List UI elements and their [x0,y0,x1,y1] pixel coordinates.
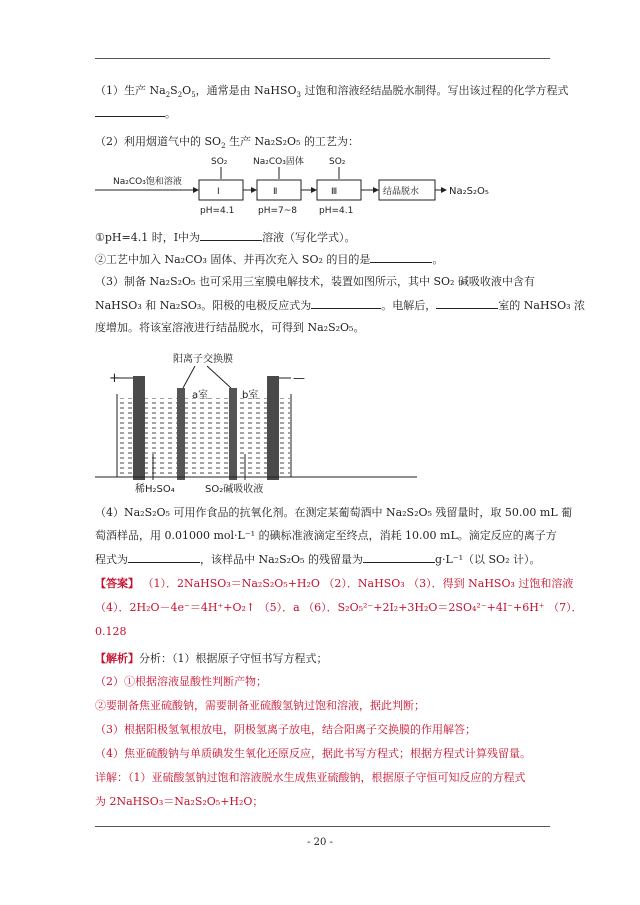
q4-line2: 萄酒样品，用 0.01000 mol·L⁻¹ 的碘标准液滴定至终点，消耗 10.00 mL。滴定反应的离子方 [95,529,557,542]
q1-line: （1）生产 $Na_2S_2O_5$，通常是由 NaHSO$_3$ 过饱和溶液经结晶脱水制得。写出该过程的化学方程式 [95,84,569,100]
anode-electrode [133,376,145,480]
svg-text:pH=4.1: pH=4.1 [200,206,235,216]
q2-title: （2）利用烟道气中的 $SO_2$ 生产 Na₂S₂O₅ 的工艺为： [95,135,359,151]
acid-label: 稀H₂SO₄ [135,484,175,495]
cathode-electrode [267,376,279,480]
analysis-line3: ②要制备焦亚硫酸钠，需要制备亚硫酸氢钠过饱和溶液，据此判断； [95,699,425,712]
header-rule [95,58,550,59]
product-label: Na₂S₂O₅ [449,186,489,197]
membrane-b [229,388,237,480]
analysis-line4: （3）根据阳极氢氧根放电，阴极氢离子放电，结合阳离子交换膜的作用解答； [95,723,476,736]
svg-text:Na₂CO₃固体: Na₂CO₃固体 [253,157,304,167]
footer-rule [95,826,550,827]
answer-line1: 【答案】 （1）．2NaHSO₃＝Na₂S₂O₅+H₂O （2）．NaHSO₃ （3）．得到 NaHSO₃ 过饱和溶液 [95,577,574,590]
svg-text:SO₂: SO₂ [329,157,346,167]
membrane-a [177,388,185,480]
absorb-label: SO₂碱吸收液 [205,484,264,495]
svg-text:pH=7~8: pH=7~8 [258,206,298,216]
analysis-line5: （4）焦亚硫酸钠与单质碘发生氧化还原反应，据此书写方程式；根据方程式计算残留量。 [95,747,531,760]
electrolysis-cell-diagram [95,346,435,498]
analysis-line1: 【解析】分析：（1）根据原子守恒书写方程式； [95,652,328,665]
svg-text:pH=4.1: pH=4.1 [319,206,354,216]
q4-line1: （4）Na₂S₂O₅ 可用作食品的抗氧化剂。在测定某葡萄酒中 Na₂S₂O₅ 残留量时，取 50.00 mL 葡 [95,506,573,519]
box-i [199,180,243,200]
q3-line2: NaHSO₃ 和 Na₂SO₃。阳极的电极反应式为 。电解后， 室的 NaHSO₃ 浓 [95,299,586,312]
svg-text:SO₂: SO₂ [211,157,228,167]
svg-text:结晶脱水: 结晶脱水 [383,187,420,197]
analysis-tag: 【解析】 [95,652,139,665]
analysis-line7: 为 2NaHSO₃＝Na₂S₂O₅+H₂O； [95,795,264,808]
answer-line2: （4）．2H₂O－4e⁻＝4H⁺+O₂↑ （5）．a （6）．S₂O₅²⁻+2I₂+3H₂O＝2SO₄²⁻+4I⁻+6H⁺ （7）． [95,601,583,614]
svg-text:Ⅱ: Ⅱ [273,187,278,197]
box-iii [317,180,361,200]
answer-line3: 0.128 [95,625,127,638]
q2-1: ①pH=4.1 时，Ⅰ中为 溶液（写化学式）。 [95,231,356,244]
q1-answer-blank: 。 [95,106,555,121]
answer-tag: 【答案】 [95,577,139,590]
svg-text:Ⅰ: Ⅰ [217,187,220,197]
process-flow-diagram [95,152,555,220]
box-ii [257,180,301,200]
analysis-line2: （2）①根据溶液显酸性判断产物； [95,675,267,688]
q4-line3: 程式为 ，该样品中 Na₂S₂O₅ 的残留量为 g·L⁻¹（以 SO₂ 计）。 [95,553,541,566]
feed-label: Na₂CO₃饱和溶液 [113,177,182,187]
q2-2: ②工艺中加入 Na₂CO₃ 固体、并再次充入 SO₂ 的目的是 。 [95,253,444,266]
analysis-line6: 详解：（1）亚硫酸氢钠过饱和溶液脱水生成焦亚硫酸钠，根据原子守恒可知反应的方程式 [95,771,526,784]
svg-text:Ⅲ: Ⅲ [331,187,338,197]
membrane-label: 阳离子交换膜 [173,354,233,365]
svg-text:+: + [109,371,120,386]
q3-line1: （3）制备 Na₂S₂O₅ 也可采用三室膜电解技术，装置如图所示，其中 SO₂ 碱吸收液中含有 [95,275,535,288]
svg-text:b室: b室 [242,390,259,401]
page-number: - 20 - [307,837,333,848]
svg-text:—: — [293,371,305,385]
q3-line3: 度增加。将该室溶液进行结晶脱水，可得到 Na₂S₂O₅。 [95,321,365,334]
svg-text:a室: a室 [192,390,209,401]
